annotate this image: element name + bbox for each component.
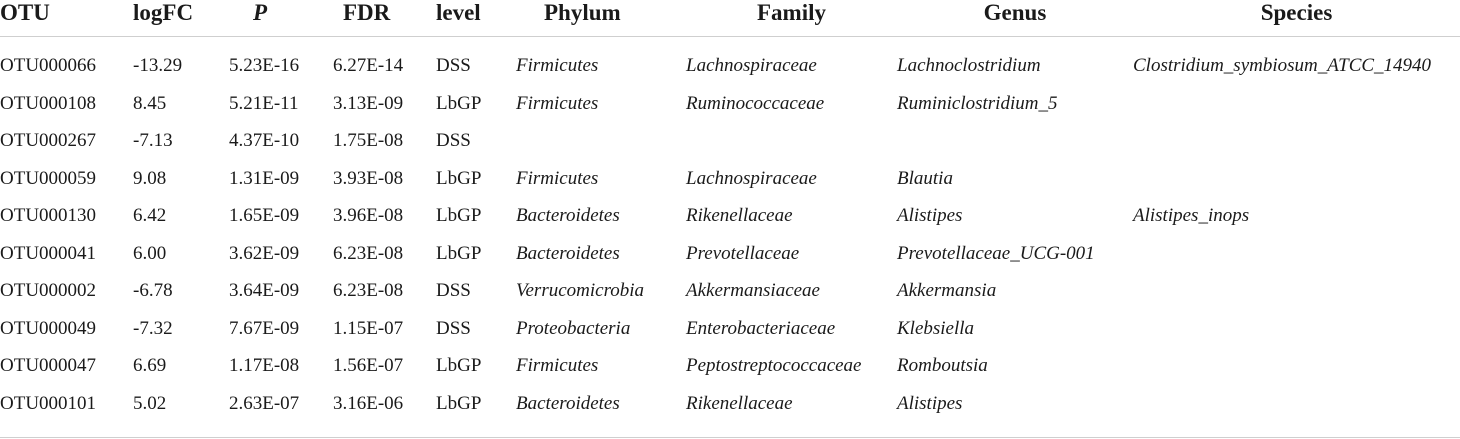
cell-p: 2.63E-07 xyxy=(229,392,300,414)
cell-family: Peptostreptococcaceae xyxy=(686,355,862,377)
cell-p: 3.64E-09 xyxy=(229,280,300,302)
cell-p: 5.23E-16 xyxy=(229,55,300,76)
cell-level: LbGP xyxy=(436,92,482,114)
table-bottom-rule xyxy=(0,437,1460,438)
table-row xyxy=(0,348,1460,386)
table-row xyxy=(0,123,1460,161)
cell-species xyxy=(1133,310,1460,348)
table-row xyxy=(0,273,1460,311)
table-row xyxy=(0,85,1460,123)
header-phylum: Phylum xyxy=(544,0,621,25)
cell-species xyxy=(1133,235,1460,273)
cell-family: Rikenellaceae xyxy=(686,205,793,227)
cell-fdr: 1.56E-07 xyxy=(333,355,404,377)
cell-genus: Blautia xyxy=(897,167,953,189)
cell-species xyxy=(1133,348,1460,386)
cell-p: 4.37E-10 xyxy=(229,130,300,152)
cell-phylum: Proteobacteria xyxy=(516,317,631,339)
header-otu: OTU xyxy=(0,0,50,25)
cell-level: LbGP xyxy=(436,167,482,189)
cell-level: LbGP xyxy=(436,242,482,264)
cell-p: 5.21E-11 xyxy=(229,92,299,114)
cell-logfc: -13.29 xyxy=(133,55,183,76)
cell-genus: Prevotellaceae_UCG-001 xyxy=(897,242,1095,264)
cell-genus: Ruminiclostridium_5 xyxy=(897,92,1058,114)
cell-genus xyxy=(897,123,1133,161)
cell-otu: OTU000049 xyxy=(0,317,97,339)
cell-fdr: 1.75E-08 xyxy=(333,130,404,152)
cell-p: 1.31E-09 xyxy=(229,167,300,189)
header-species: Species xyxy=(1260,0,1333,25)
table-row xyxy=(0,37,1460,86)
cell-family: Lachnospiraceae xyxy=(686,55,817,76)
cell-otu: OTU000130 xyxy=(0,205,97,227)
cell-species xyxy=(1133,85,1460,123)
cell-level: LbGP xyxy=(436,392,482,414)
cell-species xyxy=(1133,160,1460,198)
cell-family: Lachnospiraceae xyxy=(686,167,817,189)
header-level: level xyxy=(436,0,481,25)
cell-fdr: 3.96E-08 xyxy=(333,205,404,227)
cell-otu: OTU000101 xyxy=(0,392,97,414)
cell-level: LbGP xyxy=(436,205,482,227)
cell-phylum: Firmicutes xyxy=(516,355,599,377)
cell-family xyxy=(686,123,897,161)
cell-otu: OTU000267 xyxy=(0,130,97,152)
cell-fdr: 6.23E-08 xyxy=(333,280,404,302)
cell-otu: OTU000002 xyxy=(0,280,97,302)
cell-fdr: 3.16E-06 xyxy=(333,392,404,414)
header-family: Family xyxy=(757,0,826,25)
cell-phylum: Firmicutes xyxy=(516,167,599,189)
cell-family: Rikenellaceae xyxy=(686,392,793,414)
cell-species xyxy=(1133,123,1460,161)
cell-family: Akkermansiaceae xyxy=(686,280,820,302)
cell-genus: Alistipes xyxy=(897,205,963,227)
cell-p: 1.65E-09 xyxy=(229,205,300,227)
cell-level: DSS xyxy=(436,55,471,76)
cell-level: DSS xyxy=(436,317,471,339)
cell-phylum: Bacteroidetes xyxy=(516,205,620,227)
cell-logfc: 8.45 xyxy=(133,92,167,114)
cell-otu: OTU000066 xyxy=(0,55,97,76)
cell-logfc: -6.78 xyxy=(133,280,173,302)
cell-logfc: -7.32 xyxy=(133,317,173,339)
cell-species xyxy=(1133,273,1460,311)
header-fdr: FDR xyxy=(343,0,391,25)
cell-phylum xyxy=(516,123,686,161)
cell-logfc: 6.00 xyxy=(133,242,167,264)
cell-level: DSS xyxy=(436,130,471,152)
cell-otu: OTU000047 xyxy=(0,355,97,377)
cell-logfc: -7.13 xyxy=(133,130,173,152)
cell-phylum: Firmicutes xyxy=(516,55,599,76)
cell-p: 1.17E-08 xyxy=(229,355,300,377)
header-logfc: logFC xyxy=(133,0,194,25)
cell-phylum: Bacteroidetes xyxy=(516,242,620,264)
cell-level: DSS xyxy=(436,280,471,302)
cell-logfc: 6.69 xyxy=(133,355,167,377)
cell-genus: Akkermansia xyxy=(897,280,997,302)
cell-fdr: 6.27E-14 xyxy=(333,55,404,76)
table-row xyxy=(0,198,1460,236)
table-row xyxy=(0,235,1460,273)
cell-level: LbGP xyxy=(436,355,482,377)
cell-phylum: Verrucomicrobia xyxy=(516,280,645,302)
cell-species xyxy=(1133,385,1460,423)
table-header xyxy=(0,0,1460,37)
cell-family: Ruminococcaceae xyxy=(686,92,825,114)
cell-fdr: 1.15E-07 xyxy=(333,317,404,339)
cell-species: Alistipes_inops xyxy=(1133,205,1250,227)
header-row xyxy=(0,0,1460,37)
cell-genus: Klebsiella xyxy=(897,317,975,339)
cell-otu: OTU000041 xyxy=(0,242,97,264)
cell-p: 3.62E-09 xyxy=(229,242,300,264)
cell-fdr: 3.93E-08 xyxy=(333,167,404,189)
cell-logfc: 9.08 xyxy=(133,167,167,189)
cell-phylum: Firmicutes xyxy=(516,92,599,114)
cell-otu: OTU000059 xyxy=(0,167,97,189)
cell-phylum: Bacteroidetes xyxy=(516,392,620,414)
table-row xyxy=(0,385,1460,423)
cell-family: Enterobacteriaceae xyxy=(686,317,836,339)
cell-otu: OTU000108 xyxy=(0,92,97,114)
header-p: P xyxy=(253,0,268,25)
cell-genus: Lachnoclostridium xyxy=(897,55,1041,76)
table-body xyxy=(0,37,1460,423)
cell-logfc: 5.02 xyxy=(133,392,167,414)
cell-species: Clostridium_symbiosum_ATCC_14940 xyxy=(1133,55,1432,76)
cell-fdr: 6.23E-08 xyxy=(333,242,404,264)
header-genus: Genus xyxy=(983,0,1047,25)
cell-genus: Romboutsia xyxy=(897,355,988,377)
table-row xyxy=(0,160,1460,198)
cell-family: Prevotellaceae xyxy=(686,242,800,264)
cell-p: 7.67E-09 xyxy=(229,317,300,339)
cell-logfc: 6.42 xyxy=(133,205,167,227)
cell-genus: Alistipes xyxy=(897,392,963,414)
table-row xyxy=(0,310,1460,348)
cell-fdr: 3.13E-09 xyxy=(333,92,404,114)
